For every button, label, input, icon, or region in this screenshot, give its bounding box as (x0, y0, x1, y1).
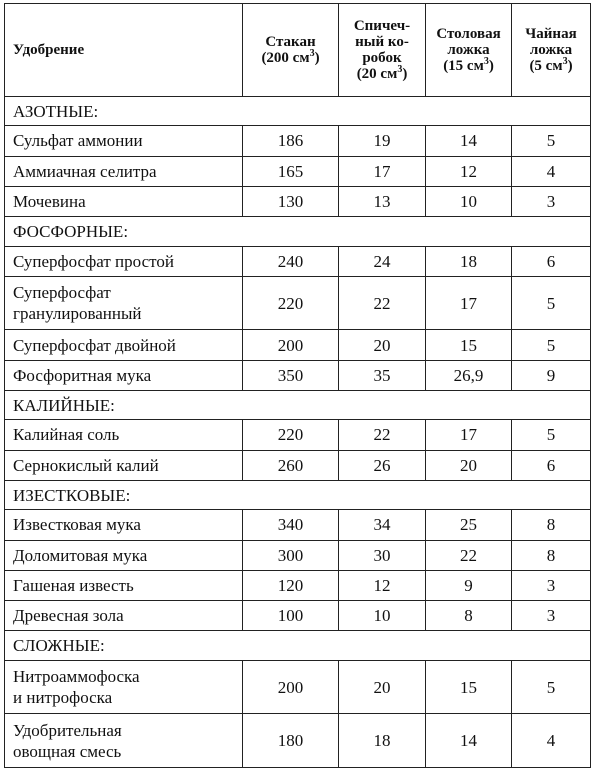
glass-value: 340 (243, 510, 339, 540)
fertilizer-name-line: Сернокислый калий (13, 455, 159, 475)
teaspoon-value: 5 (512, 126, 591, 156)
table-row (5, 360, 591, 390)
table-row (5, 246, 591, 276)
teaspoon-value: 8 (512, 510, 591, 540)
teaspoon-value: 4 (512, 714, 591, 768)
fertilizer-name (5, 156, 243, 186)
table-row (5, 540, 591, 570)
matchbox-value: 34 (339, 510, 426, 540)
tablespoon-value: 25 (426, 510, 512, 540)
glass-value: 240 (243, 246, 339, 276)
header-tablespoon-line3: (15 см (443, 58, 484, 74)
table-row (5, 330, 591, 360)
teaspoon-value: 5 (512, 660, 591, 714)
fertilizer-name-line: Фосфоритная мука (13, 365, 152, 385)
header-matchbox-line3: робок (362, 50, 402, 66)
fertilizer-name (5, 660, 243, 714)
teaspoon-value: 3 (512, 570, 591, 600)
tablespoon-value: 8 (426, 601, 512, 631)
tablespoon-value: 18 (426, 246, 512, 276)
fertilizer-name-line: Гашеная известь (13, 576, 134, 596)
fertilizer-name (5, 450, 243, 480)
tablespoon-value: 26,9 (426, 360, 512, 390)
glass-value: 300 (243, 540, 339, 570)
unit-power: 3 (562, 56, 568, 67)
fertilizer-name-line: Суперфосфат двойной (13, 335, 176, 355)
fertilizer-name (5, 360, 243, 390)
glass-value: 260 (243, 450, 339, 480)
fertilizer-name-line: Удобрительная (13, 720, 122, 740)
unit-power: 3 (397, 64, 403, 75)
fertilizer-name-line: Сульфат аммонии (13, 131, 143, 151)
header-tablespoon-line2: ложка (447, 42, 490, 58)
teaspoon-value: 8 (512, 540, 591, 570)
table-body (5, 97, 591, 768)
category-row (5, 97, 591, 126)
table-row (5, 570, 591, 600)
header-teaspoon-line2: ложка (529, 42, 573, 58)
matchbox-value: 17 (339, 156, 426, 186)
header-teaspoon (512, 4, 591, 97)
matchbox-value: 20 (339, 660, 426, 714)
teaspoon-value: 6 (512, 246, 591, 276)
matchbox-value: 22 (339, 276, 426, 330)
fertilizer-name-line: и нитрофоска (13, 688, 113, 708)
fertilizer-name (5, 510, 243, 540)
tablespoon-value: 12 (426, 156, 512, 186)
table-row (5, 186, 591, 216)
category-row (5, 391, 591, 420)
fertilizer-name (5, 570, 243, 600)
tablespoon-value: 22 (426, 540, 512, 570)
tablespoon-value: 15 (426, 330, 512, 360)
tablespoon-value: 14 (426, 714, 512, 768)
fertilizer-name (5, 540, 243, 570)
fertilizer-name (5, 330, 243, 360)
header-glass-line2: (200 см (261, 50, 310, 66)
matchbox-value: 13 (339, 186, 426, 216)
category-label: ИЗЕСТКОВЫЕ: (5, 480, 591, 509)
unit-power: 3 (309, 48, 315, 59)
fertilizer-name (5, 186, 243, 216)
fertilizer-name-line: Суперфосфат (13, 283, 111, 303)
teaspoon-value: 4 (512, 156, 591, 186)
teaspoon-value: 3 (512, 186, 591, 216)
unit-close: ) (402, 66, 408, 82)
fertilizer-name (5, 420, 243, 450)
table-row (5, 156, 591, 186)
fertilizer-name (5, 126, 243, 156)
tablespoon-value: 15 (426, 660, 512, 714)
matchbox-value: 19 (339, 126, 426, 156)
header-fertilizer: Удобрение (5, 4, 243, 97)
header-teaspoon-line1: Чайная (525, 26, 577, 42)
fertilizer-name-line: Нитроаммофоска (13, 667, 140, 687)
tablespoon-value: 17 (426, 276, 512, 330)
fertilizer-name-line: гранулированный (13, 304, 142, 324)
matchbox-value: 24 (339, 246, 426, 276)
fertilizer-name (5, 601, 243, 631)
category-row (5, 480, 591, 509)
header-teaspoon-line3: (5 см (529, 58, 563, 74)
tablespoon-value: 20 (426, 450, 512, 480)
teaspoon-value: 9 (512, 360, 591, 390)
glass-value: 165 (243, 156, 339, 186)
header-glass-line1: Стакан (265, 34, 316, 50)
category-row (5, 631, 591, 660)
matchbox-value: 20 (339, 330, 426, 360)
table-row (5, 126, 591, 156)
glass-value: 220 (243, 276, 339, 330)
category-label: ФОСФОРНЫЕ: (5, 217, 591, 246)
header-matchbox (339, 4, 426, 97)
fertilizer-name (5, 276, 243, 330)
teaspoon-value: 3 (512, 601, 591, 631)
category-row (5, 217, 591, 246)
glass-value: 130 (243, 186, 339, 216)
matchbox-value: 30 (339, 540, 426, 570)
fertilizer-name-line: Суперфосфат простой (13, 251, 174, 271)
glass-value: 200 (243, 330, 339, 360)
header-glass (243, 4, 339, 97)
matchbox-value: 35 (339, 360, 426, 390)
fertilizer-name-line: Аммиачная селитра (13, 161, 157, 181)
fertilizer-measure-table (4, 3, 591, 768)
matchbox-value: 26 (339, 450, 426, 480)
teaspoon-value: 5 (512, 276, 591, 330)
table-row (5, 601, 591, 631)
unit-close: ) (567, 58, 573, 74)
fertilizer-name-line: Известковая мука (13, 515, 141, 535)
fertilizer-name-line: Мочевина (13, 192, 86, 212)
table-row (5, 276, 591, 330)
glass-value: 100 (243, 601, 339, 631)
header-row (5, 4, 591, 97)
glass-value: 200 (243, 660, 339, 714)
fertilizer-name-line: Доломитовая мука (13, 545, 148, 565)
unit-close: ) (314, 50, 320, 66)
matchbox-value: 22 (339, 420, 426, 450)
tablespoon-value: 17 (426, 420, 512, 450)
teaspoon-value: 5 (512, 420, 591, 450)
glass-value: 186 (243, 126, 339, 156)
glass-value: 220 (243, 420, 339, 450)
unit-power: 3 (483, 56, 489, 67)
tablespoon-value: 9 (426, 570, 512, 600)
table-row (5, 420, 591, 450)
header-tablespoon (426, 4, 512, 97)
glass-value: 350 (243, 360, 339, 390)
teaspoon-value: 6 (512, 450, 591, 480)
table-row (5, 660, 591, 714)
category-label: СЛОЖНЫЕ: (5, 631, 591, 660)
header-matchbox-line4: (20 см (356, 66, 398, 82)
glass-value: 180 (243, 714, 339, 768)
category-label: АЗОТНЫЕ: (5, 97, 591, 126)
fertilizer-name (5, 714, 243, 768)
fertilizer-name-line: овощная смесь (13, 741, 122, 761)
unit-close: ) (488, 58, 494, 74)
teaspoon-value: 5 (512, 330, 591, 360)
tablespoon-value: 10 (426, 186, 512, 216)
fertilizer-name-line: Древесная зола (13, 606, 124, 626)
matchbox-value: 12 (339, 570, 426, 600)
header-matchbox-line2: ный ко- (355, 34, 409, 50)
header-matchbox-line1: Спичеч- (353, 18, 411, 34)
fertilizer-name-line: Калийная соль (13, 425, 120, 445)
table-row (5, 714, 591, 768)
table-row (5, 450, 591, 480)
header-tablespoon-line1: Столовая (436, 26, 501, 42)
fertilizer-name (5, 246, 243, 276)
category-label: КАЛИЙНЫЕ: (5, 391, 591, 420)
matchbox-value: 10 (339, 601, 426, 631)
glass-value: 120 (243, 570, 339, 600)
tablespoon-value: 14 (426, 126, 512, 156)
table-row (5, 510, 591, 540)
matchbox-value: 18 (339, 714, 426, 768)
